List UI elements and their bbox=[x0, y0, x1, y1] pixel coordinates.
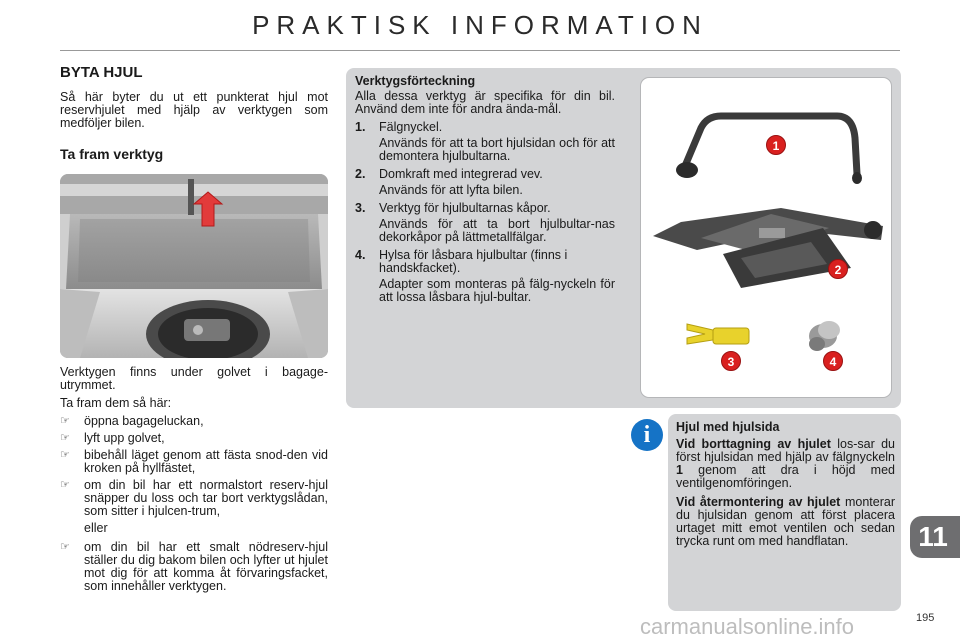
info-icon: i bbox=[631, 419, 663, 451]
tool-item: 3. Verktyg för hjulbultarnas kåpor. bbox=[355, 201, 551, 215]
header-divider bbox=[60, 50, 900, 51]
info-paragraph: Vid borttagning av hjulet los-sar du först hjulsidan med hjälp av fälgnyckeln 1 genom att dra i höjd med ventilgenomföringen. bbox=[676, 437, 895, 490]
section-heading: BYTA HJUL bbox=[60, 64, 143, 81]
tools-intro: Alla dessa verktyg är specifika för din bil. Använd dem inte för andra ända-mål. bbox=[355, 89, 615, 116]
tools-title: Verktygsförteckning bbox=[355, 74, 476, 88]
chapter-tab: 11 bbox=[910, 516, 960, 558]
list-item: ☞ om din bil har ett normalstort reserv-hjul snäpper du loss och tar bort verktygslådan, som sitter i hjulcen-trum, bbox=[60, 478, 328, 518]
info-paragraph: Vid återmontering av hjulet monterar du hjulsidan genom att först placera urtaget mitt emot ventilen och sedan trycka runt om med handflatan. bbox=[676, 495, 895, 548]
list-item: ☞ lyft upp golvet, bbox=[60, 431, 165, 445]
or-text: eller bbox=[84, 521, 108, 535]
list-item: ☞ om din bil har ett smalt nödreserv-hjul ställer du dig bakom bilen och lyfter ut hjulet mot dig för att komma åt förvaringsfacket, som innehåller verktygen. bbox=[60, 540, 328, 593]
car-jack-icon bbox=[653, 208, 883, 288]
pointing-hand-icon: ☞ bbox=[60, 432, 70, 444]
intro-paragraph: Så här byter du ut ett punkterat hjul mot reservhjulet med hjälp av verktygen som medföljer bilen. bbox=[60, 90, 328, 130]
tool-description: Används för att lyfta bilen. bbox=[379, 183, 523, 197]
bolt-cover-tool-icon bbox=[687, 324, 749, 344]
callout-badge: 4 bbox=[823, 351, 843, 371]
tools-illustration bbox=[640, 77, 892, 398]
callout-badge: 2 bbox=[828, 259, 848, 279]
locking-socket-icon bbox=[809, 321, 840, 351]
pointing-hand-icon: ☞ bbox=[60, 449, 70, 461]
tools-list bbox=[355, 75, 615, 309]
callout-badge: 3 bbox=[721, 351, 741, 371]
tool-item: 2. Domkraft med integrerad vev. bbox=[355, 167, 543, 181]
callout-badge: 1 bbox=[766, 135, 786, 155]
tool-item: 1. Fälgnyckel. bbox=[355, 120, 443, 134]
info-panel bbox=[668, 414, 901, 611]
list-item: ☞ bibehåll läget genom att fästa snod-den vid kroken på hyllfästet, bbox=[60, 448, 328, 475]
page-number: 195 bbox=[916, 612, 935, 624]
tool-item: 4. Hylsa för låsbara hjulbultar (finns i handskfacket). bbox=[355, 248, 568, 275]
subsection-heading: Ta fram verktyg bbox=[60, 146, 164, 162]
watermark: carmanualsonline.info bbox=[640, 614, 855, 639]
tool-description: Används för att ta bort hjulbultar-nas dekorkåpor på lättmetallfälgar. bbox=[379, 217, 615, 244]
storage-text: Verktygen finns under golvet i bagage-utrymmet. bbox=[60, 365, 328, 392]
pointing-hand-icon: ☞ bbox=[60, 479, 70, 491]
tool-description: Används för att ta bort hjulsidan och för att demontera hjulbultarna. bbox=[379, 136, 615, 163]
left-column bbox=[60, 66, 328, 597]
info-title: Hjul med hjulsida bbox=[676, 420, 780, 434]
page-title: PRAKTISK INFORMATION bbox=[252, 10, 708, 40]
tool-description: Adapter som monteras på fälg-nyckeln för att lossa låsbara hjul-bultar. bbox=[379, 277, 615, 304]
list-item: ☞ öppna bagageluckan, bbox=[60, 414, 204, 428]
pointing-hand-icon: ☞ bbox=[60, 541, 70, 553]
trunk-photo bbox=[60, 174, 328, 358]
tools-panel bbox=[346, 68, 901, 408]
pointing-hand-icon: ☞ bbox=[60, 415, 70, 427]
steps-intro: Ta fram dem så här: bbox=[60, 396, 172, 410]
